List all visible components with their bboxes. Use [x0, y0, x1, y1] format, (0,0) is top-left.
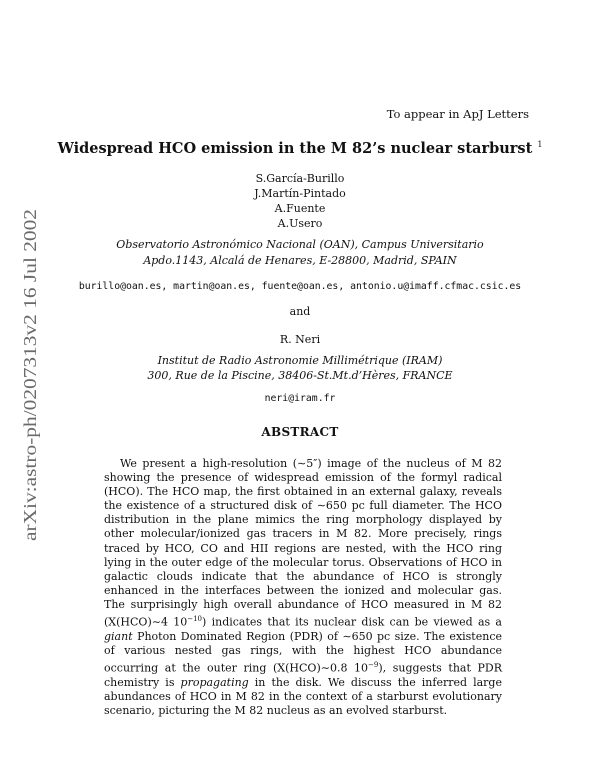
affiliation-line: Apdo.1143, Alcalá de Henares, E-28800, Madrid, SPAIN [143, 254, 457, 267]
affiliation-line: Institut de Radio Astronomie Millimétrique (IRAM) [157, 354, 443, 367]
author-email: neri@iram.fr [264, 393, 336, 404]
emphasis: propagating [180, 675, 249, 689]
and-separator: and [289, 305, 311, 318]
author-name: A.Fuente [274, 202, 326, 215]
publication-note: To appear in ApJ Letters [386, 107, 529, 121]
arxiv-sidebar [4, 205, 60, 545]
abstract-text: ), suggests that PDR chemistry is [104, 661, 502, 689]
arxiv-identifier: arXiv:astro-ph/0207313v2 16 Jul 2002 [20, 269, 41, 541]
author-name: A.Usero [277, 217, 323, 230]
abstract-text: in the disk. We discuss the inferred large abundances of HCO in M 82 in the context of a starburst evolutionary scenario, picturing the M 82 nucleus as an evolved starburst. [104, 675, 502, 717]
author-name: R. Neri [279, 333, 321, 346]
author-emails: burillo@oan.es, martin@oan.es, fuente@oan.es, antonio.u@imaff.cfmac.csic.es [78, 281, 522, 292]
abstract-text: ) indicates that its nuclear disk can be viewed as a [202, 615, 502, 629]
abstract-text: We present a high-resolution (∼5″) image of the nucleus of M 82 showing the presence of widespread emission of the formyl radical (HCO). The HCO map, the first obtained in an external galaxy, reveals the existence of a structured disk of ∼650 pc full diameter. The HCO distribution in the plane mimics the ring morphology displayed by other molecular/ionized gas tracers in M 82. More precisely, rings traced by HCO, CO and HII regions are nested, with the HCO ring lying in the outer edge of the molecular torus. Observations of HCO in galactic clouds indicate that the abundance of HCO is strongly enhanced in the interfaces between the ionized and molecular gas. The surprisingly high overall abundance of HCO measured in M 82 (X(HCO)∼4 10 [104, 457, 502, 629]
title-text: Widespread HCO emission in the M 82’s nuclear starburst [57, 140, 533, 157]
exponent: −10 [187, 615, 203, 624]
abstract-body [104, 457, 502, 718]
abstract-text: Photon Dominated Region (PDR) of ∼650 pc size. The existence of various nested gas rings, with the highest HCO abundance occurring at the outer ring (X(HCO)∼0.8 10 [104, 629, 502, 675]
affiliation-line: Observatorio Astronómico Nacional (OAN), Campus Universitario [116, 238, 484, 251]
author-name: J.Martín-Pintado [254, 187, 346, 200]
affiliation-line: 300, Rue de la Piscine, 38406-St.Mt.d’Hères, FRANCE [147, 369, 453, 382]
arxiv-sidebar-svg [4, 205, 60, 545]
exponent: −9 [368, 660, 379, 669]
paper-title [0, 140, 600, 157]
emphasis: giant [104, 629, 133, 643]
title-footnote-marker: 1 [537, 140, 543, 150]
abstract-heading: ABSTRACT [261, 425, 339, 439]
author-name: S.García-Burillo [255, 172, 345, 185]
